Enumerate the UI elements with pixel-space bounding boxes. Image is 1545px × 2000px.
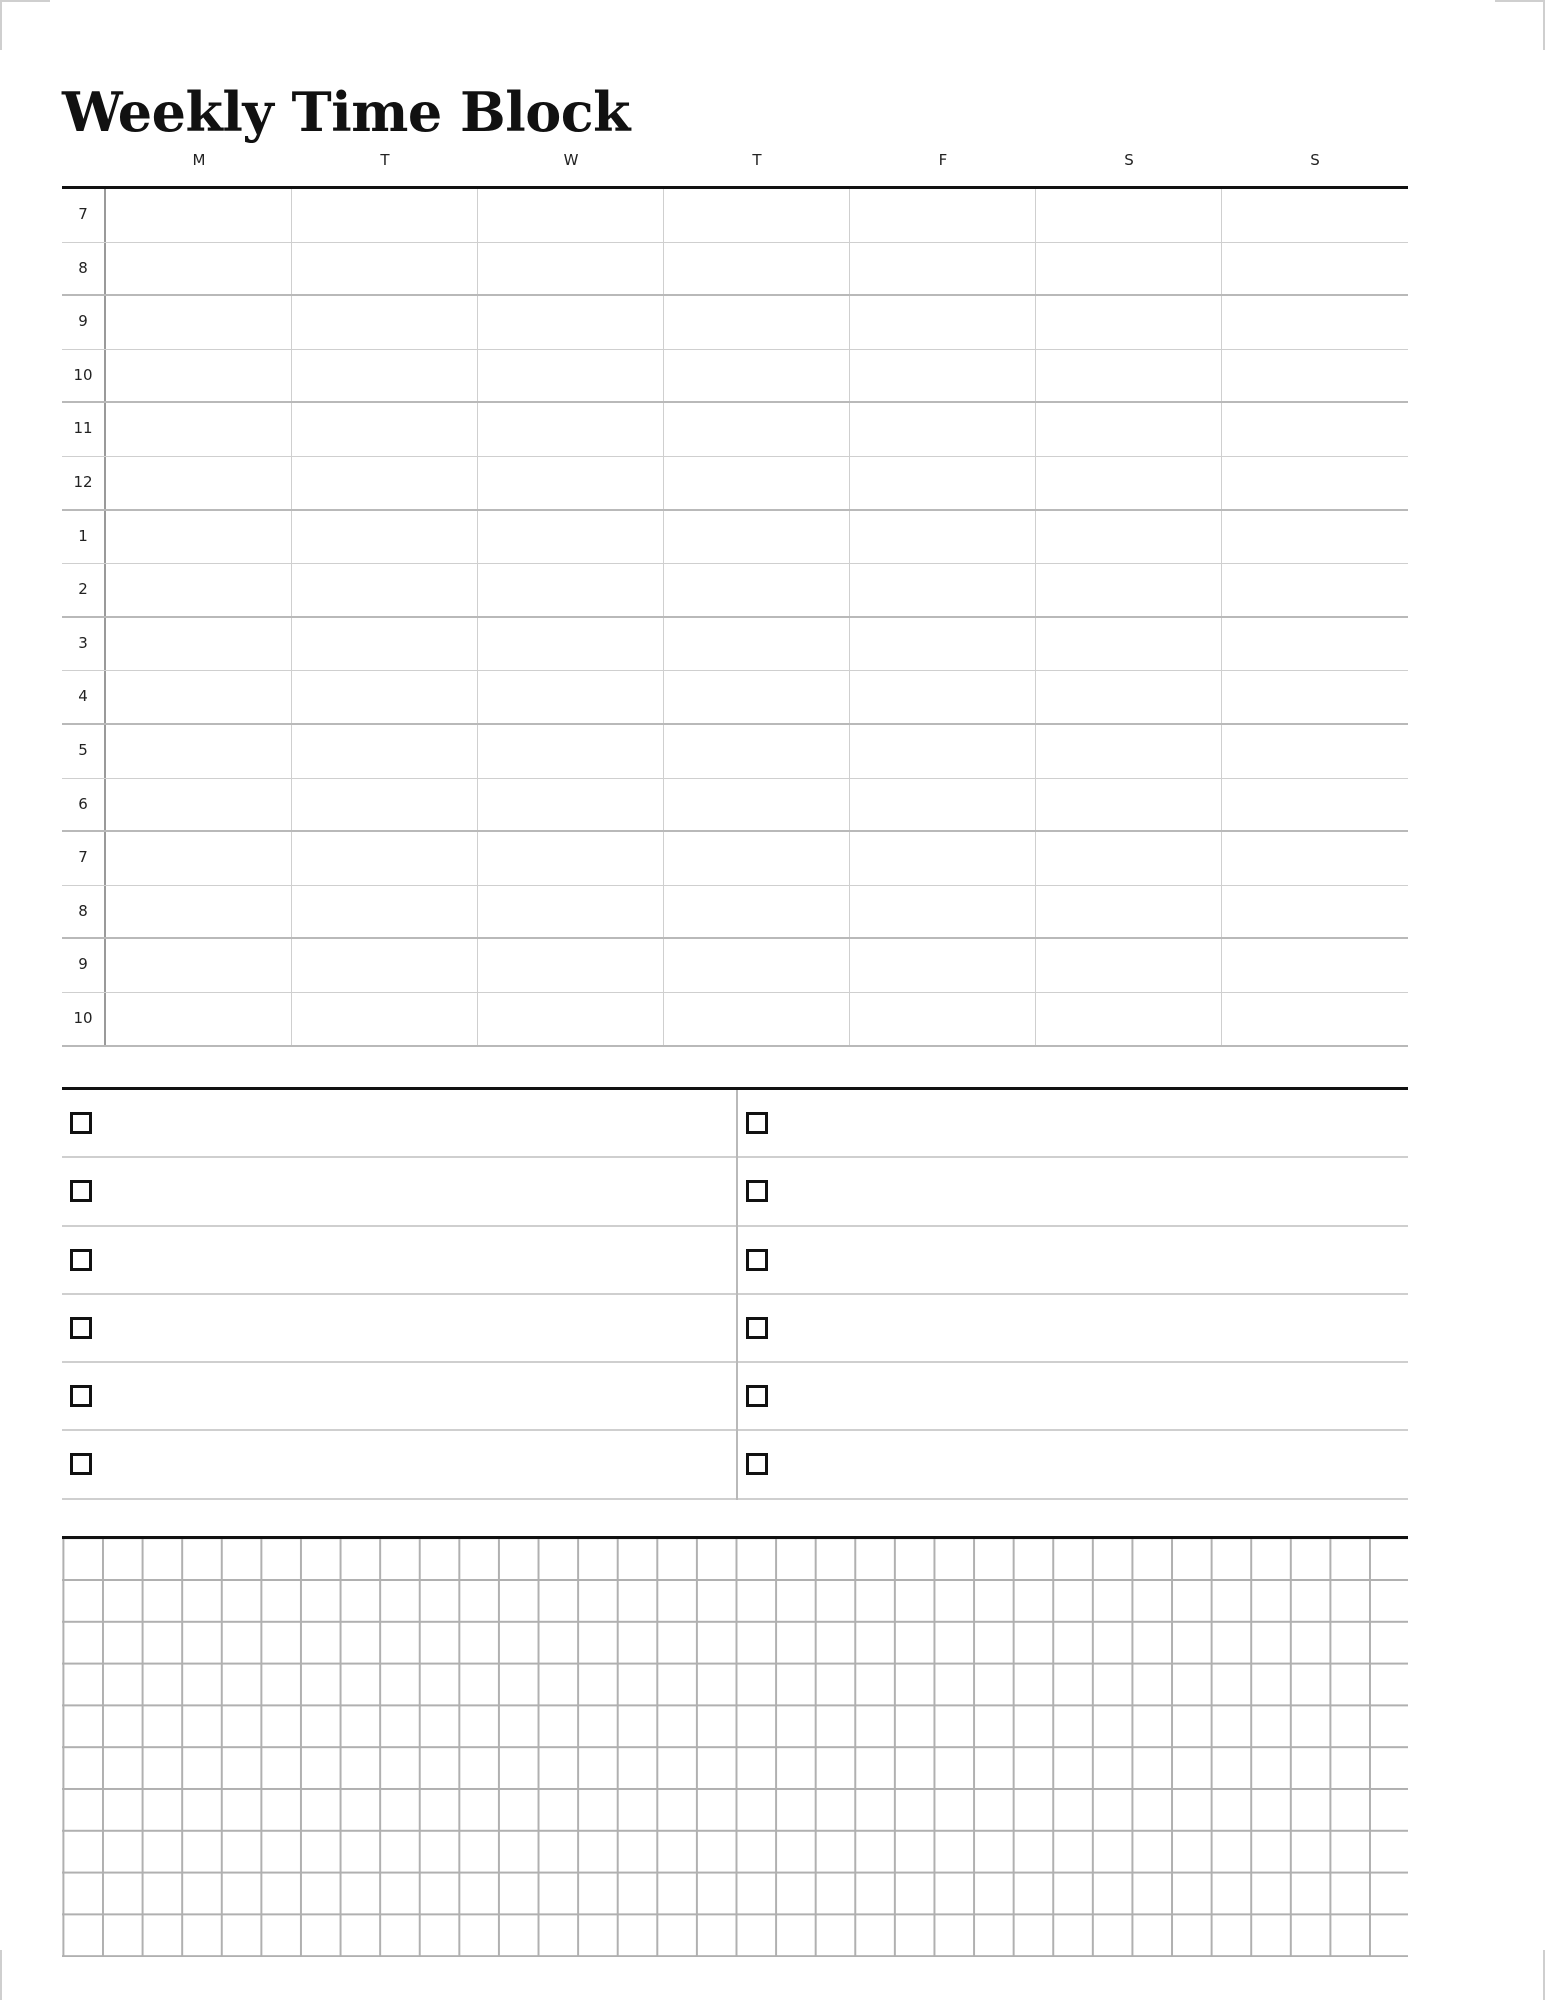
hour-label: 3 xyxy=(62,618,106,671)
hour-label: 1 xyxy=(62,511,106,564)
checklist-item[interactable] xyxy=(62,1431,736,1499)
time-slot[interactable] xyxy=(1222,350,1408,402)
time-slot[interactable] xyxy=(106,725,292,778)
time-slot[interactable] xyxy=(1036,189,1222,242)
day-label: S xyxy=(1124,151,1134,169)
day-label: S xyxy=(1310,151,1320,169)
hour-label: 8 xyxy=(62,243,106,295)
time-slot[interactable] xyxy=(664,189,850,242)
page-title: Weekly Time Block xyxy=(62,80,631,145)
time-slot[interactable] xyxy=(106,243,292,295)
time-slot[interactable] xyxy=(292,725,478,778)
time-slot[interactable] xyxy=(292,189,478,242)
time-slot[interactable] xyxy=(850,725,1036,778)
hour-row xyxy=(62,350,1408,404)
time-slot[interactable] xyxy=(664,564,850,616)
hour-label: 6 xyxy=(62,779,106,831)
time-slot[interactable] xyxy=(106,939,292,992)
hour-row xyxy=(62,618,1408,672)
hour-row xyxy=(62,457,1408,511)
checklist-item[interactable] xyxy=(62,1227,736,1295)
time-slot[interactable] xyxy=(1222,618,1408,671)
crop-mark xyxy=(0,0,50,2)
hour-row xyxy=(62,939,1408,993)
time-slot[interactable] xyxy=(1222,832,1408,885)
hour-label: 2 xyxy=(62,564,106,616)
time-slot[interactable] xyxy=(106,564,292,616)
time-slot[interactable] xyxy=(106,189,292,242)
time-slot[interactable] xyxy=(664,618,850,671)
hour-label: 5 xyxy=(62,725,106,778)
time-slot[interactable] xyxy=(106,457,292,509)
time-slot[interactable] xyxy=(106,993,292,1045)
time-slot[interactable] xyxy=(1036,725,1222,778)
checkbox[interactable] xyxy=(70,1249,92,1271)
checkbox[interactable] xyxy=(70,1180,92,1202)
hour-label: 4 xyxy=(62,671,106,723)
time-slot[interactable] xyxy=(850,886,1036,938)
hour-label: 7 xyxy=(62,189,106,242)
time-slot[interactable] xyxy=(1222,779,1408,831)
day-label: M xyxy=(192,151,206,169)
hour-row xyxy=(62,403,1408,457)
hour-label: 9 xyxy=(62,939,106,992)
time-slot[interactable] xyxy=(478,671,664,723)
time-slot[interactable] xyxy=(292,403,478,456)
time-slot[interactable] xyxy=(1036,832,1222,885)
hour-row xyxy=(62,189,1408,243)
time-slot[interactable] xyxy=(292,671,478,723)
checklist-left-column xyxy=(62,1090,738,1500)
time-slot[interactable] xyxy=(850,403,1036,456)
time-slot[interactable] xyxy=(106,296,292,349)
time-slot[interactable] xyxy=(292,457,478,509)
checkbox[interactable] xyxy=(70,1385,92,1407)
time-slot[interactable] xyxy=(664,243,850,295)
checkbox[interactable] xyxy=(70,1453,92,1475)
checklist xyxy=(62,1087,1408,1500)
time-slot[interactable] xyxy=(478,886,664,938)
time-slot[interactable] xyxy=(1222,189,1408,242)
checklist-item[interactable] xyxy=(738,1227,1408,1295)
hour-rows xyxy=(62,189,1408,1047)
checklist-right-column xyxy=(738,1090,1408,1500)
time-slot[interactable] xyxy=(478,350,664,402)
time-slot[interactable] xyxy=(478,403,664,456)
hour-label: 10 xyxy=(62,350,106,402)
time-slot[interactable] xyxy=(106,779,292,831)
time-slot[interactable] xyxy=(1222,457,1408,509)
time-slot[interactable] xyxy=(850,350,1036,402)
time-slot[interactable] xyxy=(292,939,478,992)
checklist-item[interactable] xyxy=(738,1295,1408,1363)
time-slot[interactable] xyxy=(850,564,1036,616)
time-slot[interactable] xyxy=(1036,939,1222,992)
time-slot[interactable] xyxy=(850,671,1036,723)
checklist-item[interactable] xyxy=(738,1090,1408,1158)
time-slot[interactable] xyxy=(478,779,664,831)
hour-label: 8 xyxy=(62,886,106,938)
checklist-item[interactable] xyxy=(738,1158,1408,1226)
time-slot[interactable] xyxy=(850,189,1036,242)
time-slot[interactable] xyxy=(664,511,850,564)
time-slot[interactable] xyxy=(478,618,664,671)
time-slot[interactable] xyxy=(478,939,664,992)
hour-row xyxy=(62,886,1408,940)
time-slot[interactable] xyxy=(664,403,850,456)
day-label: W xyxy=(563,151,579,169)
checkbox[interactable] xyxy=(746,1112,768,1134)
checklist-item[interactable] xyxy=(62,1158,736,1226)
day-label: T xyxy=(752,151,762,169)
time-slot[interactable] xyxy=(1222,511,1408,564)
day-header xyxy=(62,145,1408,189)
time-slot[interactable] xyxy=(664,939,850,992)
time-slot[interactable] xyxy=(478,725,664,778)
time-slot[interactable] xyxy=(292,243,478,295)
time-slot[interactable] xyxy=(478,243,664,295)
hour-row xyxy=(62,511,1408,565)
time-slot[interactable] xyxy=(664,725,850,778)
time-slot[interactable] xyxy=(664,886,850,938)
time-slot[interactable] xyxy=(850,457,1036,509)
hour-row xyxy=(62,779,1408,833)
time-slot[interactable] xyxy=(292,296,478,349)
time-slot[interactable] xyxy=(478,189,664,242)
time-slot[interactable] xyxy=(1036,243,1222,295)
time-slot[interactable] xyxy=(292,886,478,938)
time-slot[interactable] xyxy=(850,993,1036,1045)
time-slot[interactable] xyxy=(292,564,478,616)
time-slot[interactable] xyxy=(664,457,850,509)
time-slot[interactable] xyxy=(1036,511,1222,564)
time-slot[interactable] xyxy=(664,296,850,349)
time-slot[interactable] xyxy=(292,511,478,564)
checklist-item[interactable] xyxy=(62,1363,736,1431)
time-slot[interactable] xyxy=(478,457,664,509)
time-slot[interactable] xyxy=(1036,296,1222,349)
hour-row xyxy=(62,993,1408,1047)
time-slot[interactable] xyxy=(478,511,664,564)
time-slot[interactable] xyxy=(664,350,850,402)
time-slot[interactable] xyxy=(1222,243,1408,295)
day-label: T xyxy=(380,151,390,169)
time-slot[interactable] xyxy=(1036,457,1222,509)
checkbox[interactable] xyxy=(70,1112,92,1134)
time-slot[interactable] xyxy=(106,511,292,564)
weekly-schedule xyxy=(62,145,1408,1047)
hour-label: 12 xyxy=(62,457,106,509)
time-slot[interactable] xyxy=(850,296,1036,349)
time-slot[interactable] xyxy=(292,618,478,671)
checklist-item[interactable] xyxy=(62,1090,736,1158)
checkbox[interactable] xyxy=(746,1180,768,1202)
hour-label: 11 xyxy=(62,403,106,456)
time-slot[interactable] xyxy=(478,296,664,349)
time-slot[interactable] xyxy=(292,779,478,831)
checkbox[interactable] xyxy=(746,1453,768,1475)
time-slot[interactable] xyxy=(106,618,292,671)
crop-mark xyxy=(1495,0,1545,2)
time-slot[interactable] xyxy=(1036,671,1222,723)
time-slot[interactable] xyxy=(478,564,664,616)
hour-label: 9 xyxy=(62,296,106,349)
time-slot[interactable] xyxy=(664,832,850,885)
time-slot[interactable] xyxy=(1036,403,1222,456)
time-slot[interactable] xyxy=(478,993,664,1045)
time-slot[interactable] xyxy=(664,671,850,723)
time-slot[interactable] xyxy=(106,671,292,723)
time-slot[interactable] xyxy=(292,350,478,402)
time-slot[interactable] xyxy=(1036,618,1222,671)
hour-row xyxy=(62,832,1408,886)
time-slot[interactable] xyxy=(1036,564,1222,616)
crop-mark xyxy=(0,0,2,50)
time-slot[interactable] xyxy=(1036,779,1222,831)
time-slot[interactable] xyxy=(1036,993,1222,1045)
time-slot[interactable] xyxy=(106,403,292,456)
hour-row xyxy=(62,564,1408,618)
time-slot[interactable] xyxy=(850,939,1036,992)
hour-row xyxy=(62,671,1408,725)
time-slot[interactable] xyxy=(1222,403,1408,456)
notes-grid[interactable] xyxy=(62,1536,1408,1957)
time-slot[interactable] xyxy=(850,832,1036,885)
time-slot[interactable] xyxy=(1222,296,1408,349)
time-slot[interactable] xyxy=(106,350,292,402)
time-slot[interactable] xyxy=(1222,939,1408,992)
time-slot[interactable] xyxy=(1222,671,1408,723)
checkbox[interactable] xyxy=(70,1317,92,1339)
hour-row xyxy=(62,296,1408,350)
hour-label: 10 xyxy=(62,993,106,1045)
time-slot[interactable] xyxy=(664,779,850,831)
hour-row xyxy=(62,243,1408,297)
time-slot[interactable] xyxy=(1222,886,1408,938)
time-slot[interactable] xyxy=(478,832,664,885)
hour-label: 7 xyxy=(62,832,106,885)
crop-mark xyxy=(0,1950,2,2000)
checklist-item[interactable] xyxy=(738,1363,1408,1431)
time-slot[interactable] xyxy=(850,243,1036,295)
checkbox[interactable] xyxy=(746,1249,768,1271)
time-slot[interactable] xyxy=(1036,886,1222,938)
day-label: F xyxy=(938,151,948,169)
checklist-item[interactable] xyxy=(738,1431,1408,1499)
checklist-item[interactable] xyxy=(62,1295,736,1363)
time-slot[interactable] xyxy=(106,886,292,938)
time-slot[interactable] xyxy=(850,511,1036,564)
time-slot[interactable] xyxy=(1222,564,1408,616)
time-slot[interactable] xyxy=(850,779,1036,831)
time-slot[interactable] xyxy=(1222,993,1408,1045)
checkbox[interactable] xyxy=(746,1317,768,1339)
time-slot[interactable] xyxy=(106,832,292,885)
time-slot[interactable] xyxy=(292,832,478,885)
time-slot[interactable] xyxy=(1222,725,1408,778)
hour-row xyxy=(62,725,1408,779)
time-slot[interactable] xyxy=(292,993,478,1045)
time-slot[interactable] xyxy=(850,618,1036,671)
time-slot[interactable] xyxy=(664,993,850,1045)
time-slot[interactable] xyxy=(1036,350,1222,402)
checkbox[interactable] xyxy=(746,1385,768,1407)
